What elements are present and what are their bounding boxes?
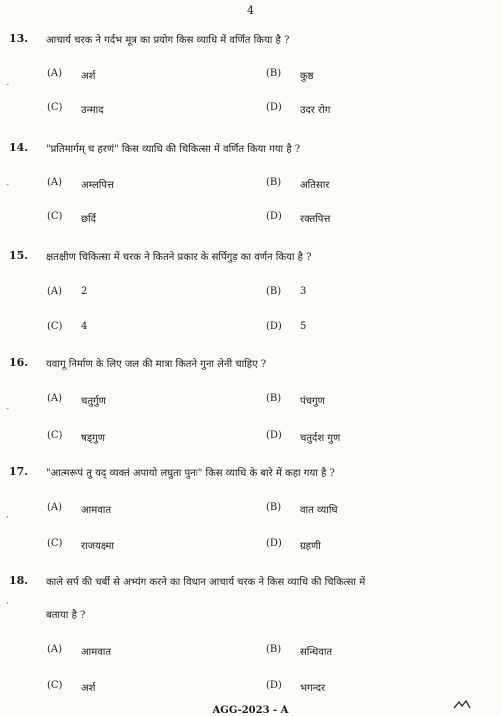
- option-key: (A): [47, 68, 63, 79]
- option-key: (D): [266, 680, 282, 691]
- question-number: 14.: [9, 141, 29, 154]
- pen-scribble-icon: [453, 700, 471, 710]
- option-key: (C): [47, 102, 63, 113]
- option-value: अम्लपित्त: [81, 180, 114, 191]
- question-text: "आत्मरूपं तु यद् व्यक्तं अपायो लघुता पुनः" किस व्याधि के बारे में कहा गया है ?: [46, 468, 335, 479]
- option-value: उन्माद: [81, 105, 104, 116]
- option-value: चतुर्दश गुण: [300, 433, 341, 444]
- option-key: (D): [266, 321, 282, 332]
- question-line: [0, 465, 501, 481]
- option-key: (A): [47, 393, 63, 404]
- margin-speck: -: [6, 80, 10, 90]
- question-number: 13.: [9, 32, 29, 45]
- question-text: यवागू निर्माण के लिए जल की मात्रा कितने गुना लेनी चाहिए ?: [46, 359, 267, 370]
- option-key: (A): [47, 502, 63, 513]
- option-value: 2: [81, 286, 88, 297]
- option-value: 4: [81, 321, 88, 332]
- option-value: अतिसार: [300, 180, 330, 191]
- question-line: [0, 32, 501, 48]
- question-line: [0, 356, 501, 372]
- option-value: चतुर्गुण: [81, 396, 106, 407]
- question-number: 16.: [9, 356, 29, 369]
- question-text: "प्रतिमार्गम् च हरणं" किस व्याधि की चिकित्सा में वर्णित किया गया है ?: [46, 144, 301, 155]
- option-key: (A): [47, 177, 63, 188]
- question-line: [0, 607, 501, 623]
- margin-speck: ,: [6, 596, 9, 606]
- option-key: (C): [47, 680, 63, 691]
- option-key: (C): [47, 211, 63, 222]
- option-key: (C): [47, 321, 63, 332]
- page-footer: AGG-2023 - A: [212, 705, 289, 716]
- question-text-line-1: काले सर्प की चर्बी से अभ्यंग करने का विधान आचार्य चरक ने किस व्याधि की चिकित्सा में: [46, 577, 366, 588]
- option-key: (B): [266, 393, 282, 404]
- option-key: (D): [266, 430, 282, 441]
- option-value: पंचगुण: [300, 396, 325, 407]
- option-key: (B): [266, 286, 282, 297]
- option-key: (A): [47, 286, 63, 297]
- option-value: वात व्याधि: [300, 505, 338, 516]
- option-value: सन्धिवात: [300, 647, 333, 658]
- option-key: (B): [266, 644, 282, 655]
- option-key: (C): [47, 538, 63, 549]
- question-text: आचार्य चरक ने गर्दभ मूत्र का प्रयोग किस व्याधि में वर्णित किया है ?: [46, 35, 290, 46]
- page-number: 4: [247, 4, 254, 17]
- margin-speck: -: [6, 180, 10, 190]
- option-value: आमवात: [81, 505, 112, 516]
- question-line: [0, 249, 501, 265]
- option-key: (D): [266, 211, 282, 222]
- option-value: रक्तपित्त: [300, 214, 331, 225]
- option-value: आमवात: [81, 647, 112, 658]
- question-text: क्षतक्षीण चिकित्सा में चरक ने कितने प्रकार के सर्पिगुड़ का वर्णन किया है ?: [46, 252, 312, 263]
- option-key: (C): [47, 430, 63, 441]
- question-line: [0, 141, 501, 157]
- option-value: षड्गुण: [81, 433, 105, 444]
- margin-speck: ,: [6, 510, 9, 520]
- question-number: 17.: [9, 465, 29, 478]
- question-line: [0, 574, 501, 590]
- question-text-line-2: बताया है ?: [46, 610, 86, 621]
- option-value: राजयक्ष्मा: [81, 541, 114, 552]
- question-number: 15.: [9, 249, 29, 262]
- option-value: उदर रोग: [300, 105, 331, 116]
- option-value: 5: [300, 321, 307, 332]
- option-value: अर्श: [81, 683, 96, 694]
- option-value: अर्श: [81, 71, 96, 82]
- option-key: (D): [266, 102, 282, 113]
- option-key: (B): [266, 177, 282, 188]
- option-key: (A): [47, 644, 63, 655]
- margin-speck: -: [6, 404, 10, 414]
- option-value: भगन्दर: [300, 683, 326, 694]
- option-key: (D): [266, 538, 282, 549]
- option-value: 3: [300, 286, 307, 297]
- option-value: छर्दि: [81, 214, 96, 225]
- option-key: (B): [266, 68, 282, 79]
- question-number: 18.: [9, 574, 29, 587]
- option-key: (B): [266, 502, 282, 513]
- option-value: कुष्ठ: [300, 71, 314, 82]
- option-value: ग्रहणी: [300, 541, 321, 552]
